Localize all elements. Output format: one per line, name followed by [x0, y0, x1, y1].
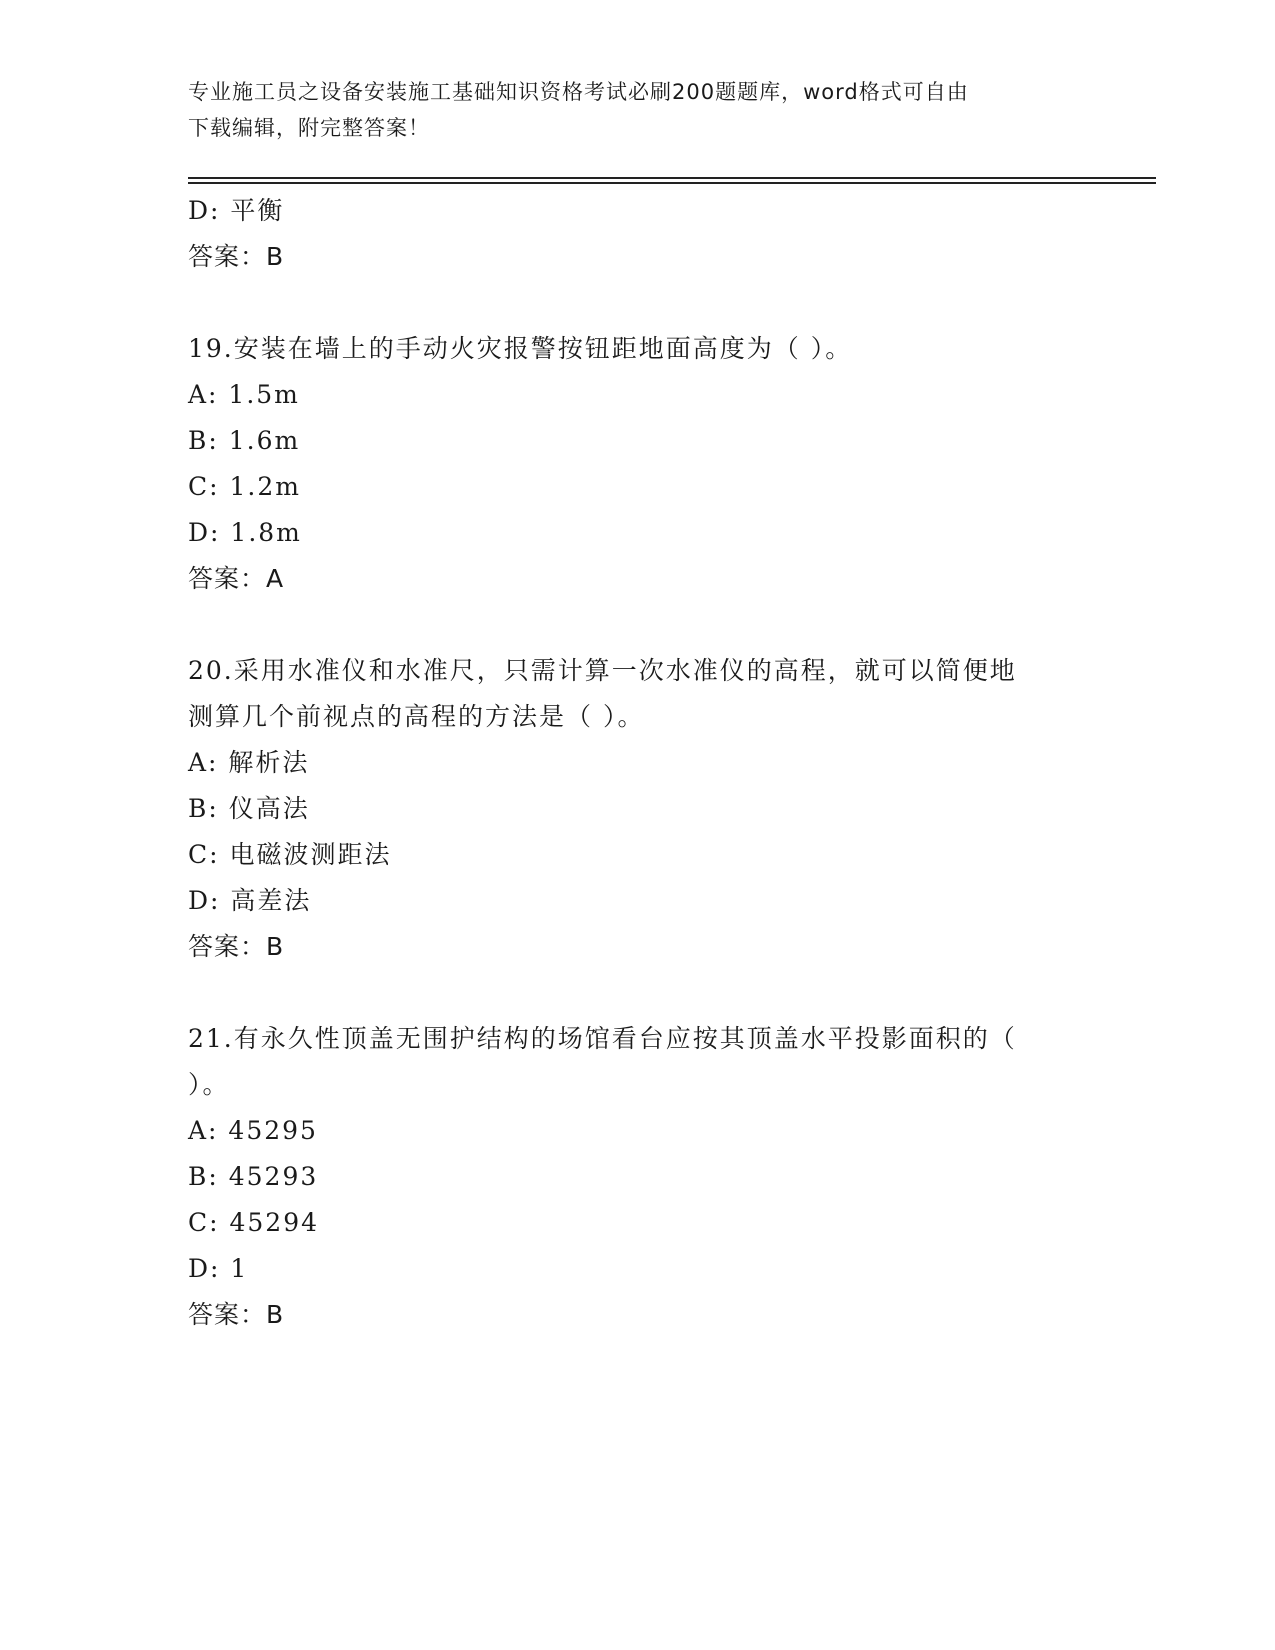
- header-line-2: 下载编辑，附完整答案！: [188, 116, 430, 140]
- header-rule-bottom: [188, 182, 1156, 184]
- question-19: [188, 326, 1088, 602]
- question-list: [188, 188, 1088, 1338]
- option-a: A: 解析法: [188, 748, 310, 777]
- question-21: [188, 1016, 1088, 1338]
- option-c: C: 1.2m: [188, 472, 301, 501]
- answer: 答案：B: [188, 1300, 285, 1329]
- option-b: B: 45293: [188, 1162, 319, 1191]
- header-rule-top: [188, 177, 1156, 179]
- question-20: [188, 648, 1088, 970]
- prev-option-d: D: 平衡: [188, 196, 285, 225]
- question-text-line-2: 测算几个前视点的高程的方法是（ ）。: [188, 702, 645, 731]
- answer: 答案：A: [188, 564, 285, 593]
- option-b: B: 1.6m: [188, 426, 301, 455]
- question-text: 19.安装在墙上的手动火灾报警按钮距地面高度为（ ）。: [188, 334, 853, 363]
- option-d: D: 1.8m: [188, 518, 302, 547]
- document-header: [188, 74, 1088, 146]
- question-text-line-2: ）。: [188, 1070, 230, 1099]
- question-text-line-1: 21.有永久性顶盖无围护结构的场馆看台应按其顶盖水平投影面积的（: [188, 1024, 1017, 1053]
- option-a: A: 45295: [188, 1116, 318, 1145]
- option-a: A: 1.5m: [188, 380, 300, 409]
- option-c: C: 45294: [188, 1208, 320, 1237]
- question-text-line-1: 20.采用水准仪和水准尺，只需计算一次水准仪的高程，就可以简便地: [188, 656, 1017, 685]
- header-line-1: 专业施工员之设备安装施工基础知识资格考试必刷200题题库，word格式可自由: [188, 80, 969, 104]
- option-c: C: 电磁波测距法: [188, 840, 392, 869]
- prev-answer: 答案：B: [188, 242, 285, 271]
- option-d: D: 1: [188, 1254, 249, 1283]
- option-d: D: 高差法: [188, 886, 312, 915]
- answer: 答案：B: [188, 932, 285, 961]
- spacer: [188, 280, 1088, 326]
- option-b: B: 仪高法: [188, 794, 310, 823]
- spacer: [188, 602, 1088, 648]
- spacer: [188, 970, 1088, 1016]
